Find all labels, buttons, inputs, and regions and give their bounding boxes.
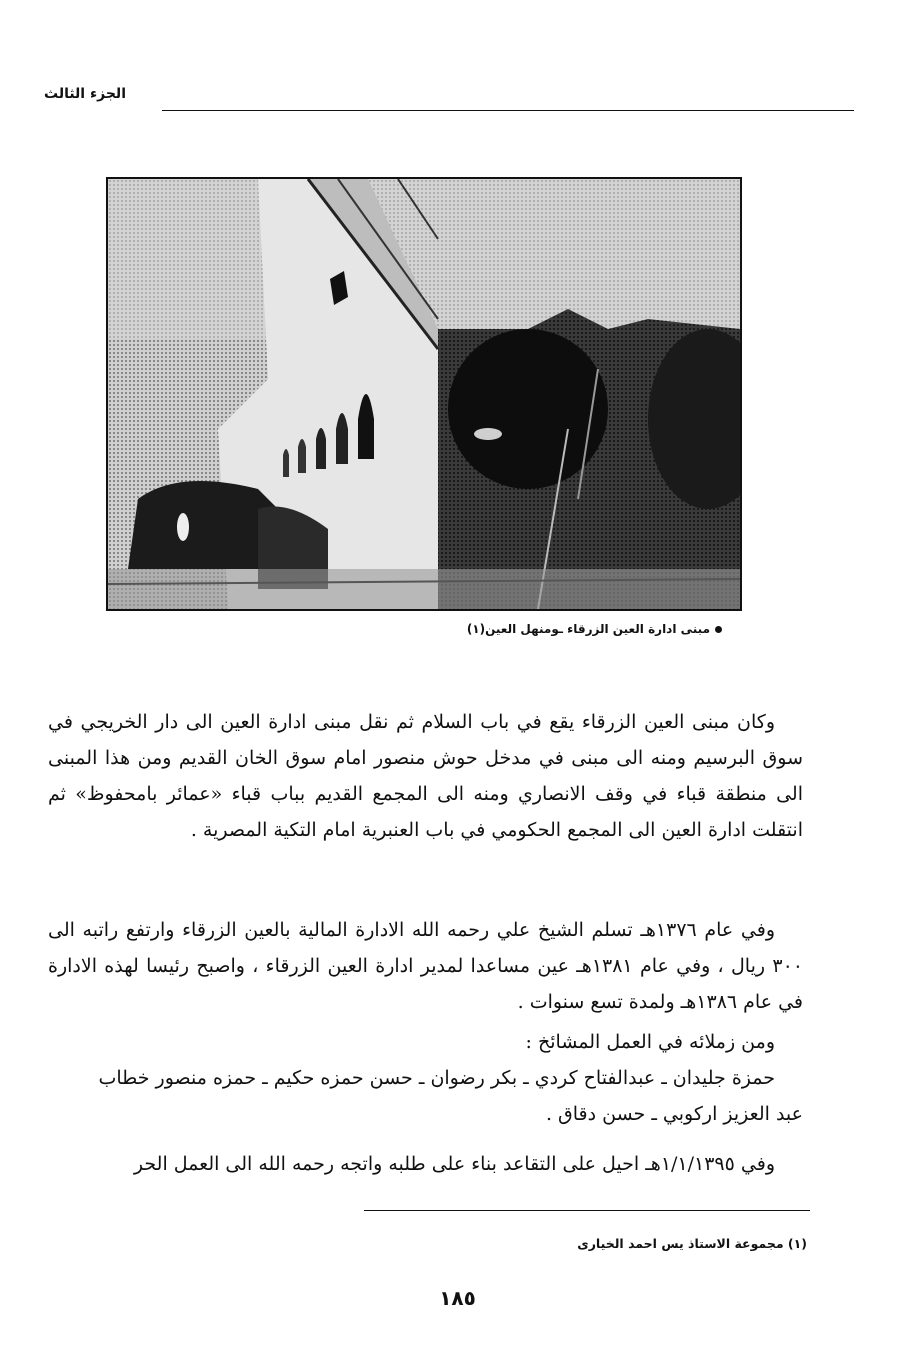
section-title: الجزء الثالث: [44, 86, 126, 102]
footnote: (١) مجموعة الاستاذ يس احمد الخيارى: [577, 1236, 807, 1251]
paragraph-6: وفي ١/١/١٣٩٥هـ احيل على التقاعد بناء على طلبه واتجه رحمه الله الى العمل الحر: [133, 1153, 775, 1175]
caption-text: مبنى ادارة العين الزرقاء ـومنهل العين(١): [466, 622, 710, 636]
paragraph-4: حمزة جليدان ـ عبدالفتاح كردي ـ بكر رضوان ـ حسن حمزه حكيم ـ حمزه منصور خطاب: [98, 1067, 775, 1089]
header-rule: [162, 110, 854, 111]
figure-caption: [467, 622, 722, 636]
paragraph-2: وفي عام ١٣٧٦هـ تسلم الشيخ علي رحمه الله الادارة المالية بالعين الزرقاء وارتفع راتبه الى ٣٠٠ ريال ، وفي عام ١٣٨١هـ عين مساعدا لمدير ادارة العين الزرقاء ، واصبح رئيسا لهذه الادارة في عام ١٣٨٦هـ ولمدة تسع سنوات .: [48, 919, 803, 1013]
page-number: ١٨٥: [439, 1286, 476, 1310]
bullet-icon: [715, 626, 722, 633]
page-header: [44, 86, 854, 116]
photo-illustration: [108, 179, 740, 609]
paragraph-1: وكان مبنى العين الزرقاء يقع في باب السلام ثم نقل مبنى ادارة العين الى دار الخريجي في سوق البرسيم ومنه الى مبنى في مدخل حوش منصور امام سوق الخان القديم ومن هذا المبنى الى منطقة قباء في وقف الانصاري ومنه الى المجمع القديم بباب قباء «عمائر بامحفوظ» ثم انتقلت ادارة العين الى المجمع الحكومي في باب العنبرية امام التكية المصرية .: [48, 711, 803, 841]
building-photo: [106, 177, 742, 611]
footnote-rule: [364, 1210, 810, 1211]
paragraph-5: عبد العزيز اركوبي ـ حسن دقاق .: [545, 1103, 803, 1125]
paragraph-3: ومن زملائه في العمل المشائخ :: [525, 1031, 775, 1053]
